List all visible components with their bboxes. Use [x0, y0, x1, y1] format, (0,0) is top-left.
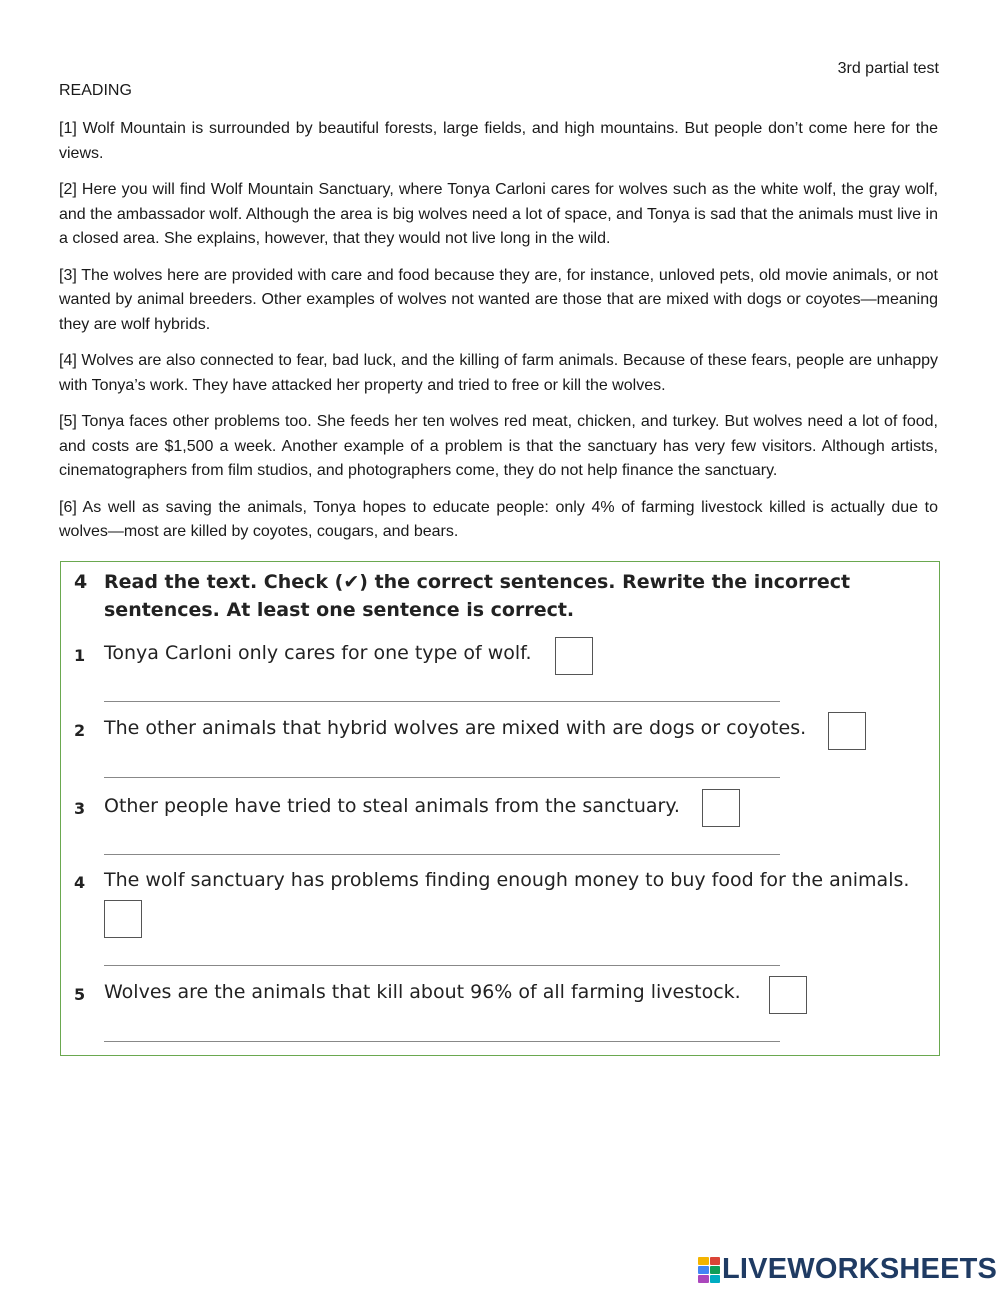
exercise-box [60, 561, 940, 1056]
branding [698, 1253, 997, 1286]
item-4-checkbox[interactable] [104, 900, 142, 938]
item-number: 3 [74, 799, 86, 818]
item-number: 4 [74, 873, 86, 892]
item-1-checkbox[interactable] [555, 637, 593, 675]
item-2-checkbox[interactable] [828, 712, 866, 750]
item-number: 2 [74, 721, 86, 740]
item-2-answer-line[interactable] [104, 777, 780, 778]
item-4-answer-line[interactable] [104, 965, 780, 966]
reading-paragraph-4: [4] Wolves are also connected to fear, bad luck, and the killing of farm animals. Because of these fears, people are unhappy with Tonya’s work. They have attacked her property and tried to free or kill the wolves. [59, 352, 938, 394]
reading-paragraph-5: [5] Tonya faces other problems too. She feeds her ten wolves red meat, chicken, and turkey. But wolves need a lot of food, and costs are $1,500 a week. Another example of a problem is that the sanctuary has very few visitors. Although artists, cinematographers from film studios, and photographers come, they do not help finance the sanctuary. [59, 413, 938, 479]
item-number: 1 [74, 646, 86, 665]
section-title: READING [59, 82, 132, 99]
item-1-answer-line[interactable] [104, 701, 780, 702]
item-3-answer-line[interactable] [104, 854, 780, 855]
exercise-number: 4 [74, 571, 88, 593]
reading-paragraph-2: [2] Here you will find Wolf Mountain Sanctuary, where Tonya Carloni cares for wolves such as the white wolf, the gray wolf, and the ambassador wolf. Although the area is big wolves need a lot of space, and Tonya is sad that the animals must live in a closed area. She explains, however, that they would not live long in the wild. [59, 181, 938, 247]
item-3-checkbox[interactable] [702, 789, 740, 827]
item-text: Tonya Carloni only cares for one type of wolf. [104, 642, 532, 664]
reading-paragraph-6: [6] As well as saving the animals, Tonya hopes to educate people: only 4% of farming livestock killed is actually due to wolves—most are killed by coyotes, cougars, and bears. [59, 498, 938, 540]
item-text: Other people have tried to steal animals from the sanctuary. [104, 795, 680, 817]
item-text: The other animals that hybrid wolves are mixed with are dogs or coyotes. [104, 717, 807, 739]
brand-name: LIVEWORKSHEETS [722, 1253, 998, 1285]
item-number: 5 [74, 985, 86, 1004]
item-text: The wolf sanctuary has problems finding enough money to buy food for the animals. [104, 869, 910, 891]
exercise-instruction [74, 568, 914, 624]
reading-text [59, 117, 938, 557]
liveworksheets-logo-icon [698, 1257, 720, 1283]
reading-paragraph-1: [1] Wolf Mountain is surrounded by beautiful forests, large fields, and high mountains. But people don’t come here for the views. [59, 120, 938, 162]
reading-paragraph-3: [3] The wolves here are provided with care and food because they are, for instance, unloved pets, old movie animals, or not wanted by animal breeders. Other examples of wolves not wanted are those that are mixed with dogs or coyotes—meaning they are wolf hybrids. [59, 266, 938, 333]
item-text: Wolves are the animals that kill about 96% of all farming livestock. [104, 981, 741, 1003]
item-5-answer-line[interactable] [104, 1041, 780, 1042]
test-label: 3rd partial test [837, 60, 939, 77]
item-5-checkbox[interactable] [769, 976, 807, 1014]
exercise-instruction-text: Read the text. Check (✔) the correct sentences. Rewrite the incorrect sentences. At least one sentence is correct. [104, 571, 851, 621]
